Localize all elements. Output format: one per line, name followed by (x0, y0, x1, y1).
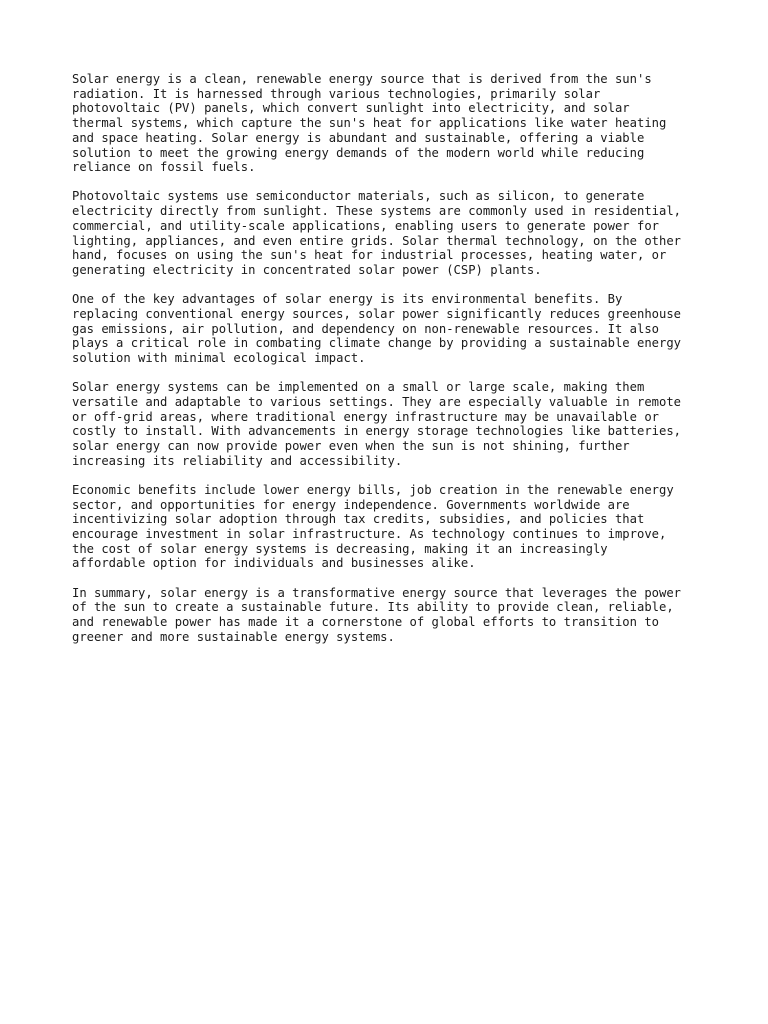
text-line: of the sun to create a sustainable future. Its ability to provide clean, reliable, (72, 600, 674, 615)
text-line: incentivizing solar adoption through tax credits, subsidies, and policies that (72, 512, 645, 527)
text-line: affordable option for individuals and businesses alike. (72, 556, 476, 571)
text-line: versatile and adaptable to various settings. They are especially valuable in remote (72, 394, 682, 409)
document-page (72, 72, 712, 659)
text-line: the cost of solar energy systems is decreasing, making it an increasingly (72, 541, 608, 556)
text-line: radiation. It is harnessed through various technologies, primarily solar (72, 86, 601, 101)
text-line: encourage investment in solar infrastructure. As technology continues to improve, (72, 526, 667, 541)
text-line: photovoltaic (PV) panels, which convert sunlight into electricity, and solar (72, 101, 630, 116)
text-line: lighting, appliances, and even entire grids. Solar thermal technology, on the other (72, 233, 682, 248)
text-line: reliance on fossil fuels. (72, 160, 256, 175)
text-line: replacing conventional energy sources, solar power significantly reduces greenhouse (72, 306, 682, 321)
paragraph-scale (72, 380, 712, 468)
text-line: or off-grid areas, where traditional energy infrastructure may be unavailable or (72, 409, 659, 424)
text-line: Economic benefits include lower energy bills, job creation in the renewable energy (72, 482, 674, 497)
text-line: greener and more sustainable energy systems. (72, 629, 395, 644)
text-line: and renewable power has made it a cornerstone of global efforts to transition to (72, 615, 659, 629)
text-line: plays a critical role in combating climate change by providing a sustainable energy (72, 336, 682, 351)
paragraph-environmental (72, 292, 712, 366)
paragraph-economic (72, 483, 712, 571)
text-line: solution with minimal ecological impact. (72, 350, 366, 365)
text-line: commercial, and utility-scale applications, enabling users to generate power for (72, 218, 659, 233)
text-line: Solar energy is a clean, renewable energy source that is derived from the sun's (72, 72, 652, 86)
text-line: In summary, solar energy is a transformative energy source that leverages the power (72, 585, 682, 600)
text-line: Solar energy systems can be implemented on a small or large scale, making them (72, 380, 645, 395)
text-line: solution to meet the growing energy demands of the modern world while reducing (72, 145, 645, 160)
paragraph-intro (72, 72, 712, 175)
text-line: gas emissions, air pollution, and dependency on non-renewable resources. It also (72, 321, 659, 336)
text-line: generating electricity in concentrated solar power (CSP) plants. (72, 262, 542, 277)
text-line: hand, focuses on using the sun's heat for industrial processes, heating water, or (72, 248, 667, 263)
text-line: One of the key advantages of solar energy is its environmental benefits. By (72, 292, 623, 307)
text-line: solar energy can now provide power even when the sun is not shining, further (72, 438, 630, 453)
text-line: increasing its reliability and accessibility. (72, 453, 403, 468)
text-line: electricity directly from sunlight. These systems are commonly used in residential, (72, 204, 682, 219)
text-line: costly to install. With advancements in energy storage technologies like batteries, (72, 424, 682, 439)
text-line: thermal systems, which capture the sun's heat for applications like water heating (72, 116, 667, 131)
text-line: Photovoltaic systems use semiconductor materials, such as silicon, to generate (72, 189, 645, 204)
paragraph-summary (72, 586, 712, 645)
text-line: sector, and opportunities for energy independence. Governments worldwide are (72, 497, 630, 512)
paragraph-photovoltaic (72, 189, 712, 277)
text-line: and space heating. Solar energy is abundant and sustainable, offering a viable (72, 130, 645, 145)
